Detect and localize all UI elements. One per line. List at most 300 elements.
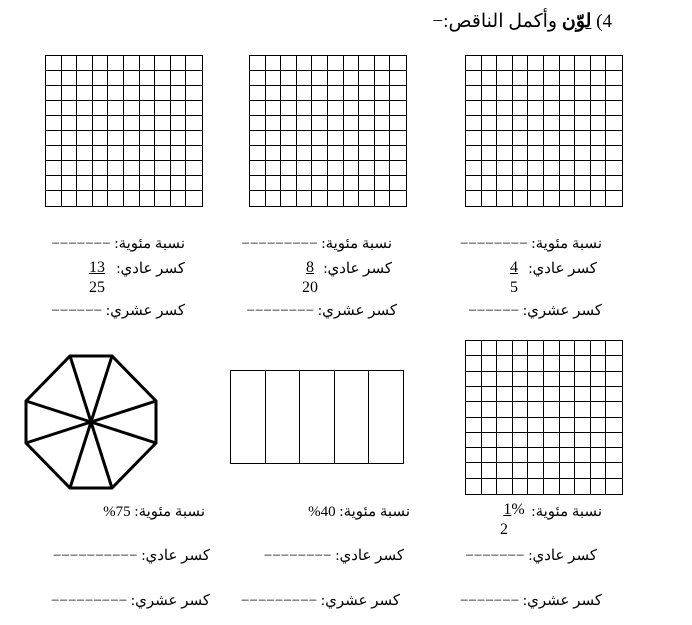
grid-cell[interactable]: [575, 56, 591, 71]
grid-cell[interactable]: [513, 463, 529, 478]
fraction-blank[interactable]: −−−−−−−−: [263, 548, 332, 564]
grid-cell[interactable]: [281, 191, 297, 206]
grid-cell[interactable]: [155, 86, 171, 101]
grid-cell[interactable]: [591, 86, 607, 101]
grid-cell[interactable]: [124, 131, 140, 146]
grid-cell[interactable]: [482, 402, 498, 417]
rectangle-part[interactable]: [369, 371, 403, 463]
grid-cell[interactable]: [250, 131, 266, 146]
grid-cell[interactable]: [497, 387, 513, 402]
grid-cell[interactable]: [186, 161, 202, 176]
grid-cell[interactable]: [140, 161, 156, 176]
grid-cell[interactable]: [266, 161, 282, 176]
grid-cell[interactable]: [497, 101, 513, 116]
grid-cell[interactable]: [497, 433, 513, 448]
grid-cell[interactable]: [482, 372, 498, 387]
grid-cell[interactable]: [544, 56, 560, 71]
grid-cell[interactable]: [560, 146, 576, 161]
grid-cell[interactable]: [375, 131, 391, 146]
grid-cell[interactable]: [93, 191, 109, 206]
grid-cell[interactable]: [390, 101, 406, 116]
grid-cell[interactable]: [466, 71, 482, 86]
grid-cell[interactable]: [528, 448, 544, 463]
grid-cell[interactable]: [497, 176, 513, 191]
grid-cell[interactable]: [544, 71, 560, 86]
grid-cell[interactable]: [344, 131, 360, 146]
five-part-rectangle[interactable]: [230, 370, 404, 464]
grid-cell[interactable]: [482, 433, 498, 448]
grid-cell[interactable]: [482, 463, 498, 478]
grid-cell[interactable]: [62, 101, 78, 116]
grid-cell[interactable]: [606, 146, 622, 161]
grid-cell[interactable]: [482, 116, 498, 131]
grid-cell[interactable]: [606, 131, 622, 146]
grid-cell[interactable]: [46, 176, 62, 191]
hundred-grid-4[interactable]: [465, 340, 623, 495]
grid-cell[interactable]: [513, 418, 529, 433]
grid-cell[interactable]: [466, 387, 482, 402]
grid-cell[interactable]: [513, 341, 529, 356]
grid-cell[interactable]: [575, 418, 591, 433]
grid-cell[interactable]: [528, 116, 544, 131]
grid-cell[interactable]: [466, 146, 482, 161]
grid-cell[interactable]: [497, 131, 513, 146]
grid-cell[interactable]: [155, 131, 171, 146]
grid-cell[interactable]: [328, 146, 344, 161]
grid-cell[interactable]: [482, 356, 498, 371]
grid-cell[interactable]: [186, 176, 202, 191]
grid-cell[interactable]: [266, 116, 282, 131]
grid-cell[interactable]: [328, 71, 344, 86]
grid-cell[interactable]: [390, 146, 406, 161]
grid-cell[interactable]: [544, 176, 560, 191]
grid-cell[interactable]: [171, 176, 187, 191]
percent-blank[interactable]: −−−−−−−−: [459, 236, 528, 252]
grid-cell[interactable]: [46, 161, 62, 176]
grid-cell[interactable]: [513, 356, 529, 371]
grid-cell[interactable]: [297, 131, 313, 146]
grid-cell[interactable]: [560, 463, 576, 478]
grid-cell[interactable]: [344, 71, 360, 86]
grid-cell[interactable]: [497, 448, 513, 463]
grid-cell[interactable]: [250, 56, 266, 71]
grid-cell[interactable]: [606, 191, 622, 206]
grid-cell[interactable]: [591, 433, 607, 448]
grid-cell[interactable]: [544, 146, 560, 161]
grid-cell[interactable]: [466, 56, 482, 71]
grid-cell[interactable]: [591, 387, 607, 402]
grid-cell[interactable]: [140, 146, 156, 161]
rectangle-part[interactable]: [231, 371, 266, 463]
grid-cell[interactable]: [77, 101, 93, 116]
grid-cell[interactable]: [312, 131, 328, 146]
grid-cell[interactable]: [560, 116, 576, 131]
grid-cell[interactable]: [140, 131, 156, 146]
grid-cell[interactable]: [560, 86, 576, 101]
grid-cell[interactable]: [575, 86, 591, 101]
grid-cell[interactable]: [513, 146, 529, 161]
grid-cell[interactable]: [155, 191, 171, 206]
grid-cell[interactable]: [575, 161, 591, 176]
grid-cell[interactable]: [171, 161, 187, 176]
grid-cell[interactable]: [482, 146, 498, 161]
grid-cell[interactable]: [591, 356, 607, 371]
grid-cell[interactable]: [312, 71, 328, 86]
grid-cell[interactable]: [466, 176, 482, 191]
grid-cell[interactable]: [482, 86, 498, 101]
grid-cell[interactable]: [62, 191, 78, 206]
grid-cell[interactable]: [466, 479, 482, 494]
grid-cell[interactable]: [281, 131, 297, 146]
grid-cell[interactable]: [77, 71, 93, 86]
grid-cell[interactable]: [575, 356, 591, 371]
grid-cell[interactable]: [606, 161, 622, 176]
grid-cell[interactable]: [606, 433, 622, 448]
grid-cell[interactable]: [544, 161, 560, 176]
decimal-blank[interactable]: −−−−−−: [51, 303, 103, 319]
grid-cell[interactable]: [297, 146, 313, 161]
grid-cell[interactable]: [281, 86, 297, 101]
grid-cell[interactable]: [359, 101, 375, 116]
grid-cell[interactable]: [591, 101, 607, 116]
grid-cell[interactable]: [77, 191, 93, 206]
grid-cell[interactable]: [544, 356, 560, 371]
grid-cell[interactable]: [375, 161, 391, 176]
grid-cell[interactable]: [77, 176, 93, 191]
grid-cell[interactable]: [575, 101, 591, 116]
grid-cell[interactable]: [513, 101, 529, 116]
grid-cell[interactable]: [328, 56, 344, 71]
grid-cell[interactable]: [466, 463, 482, 478]
grid-cell[interactable]: [466, 418, 482, 433]
grid-cell[interactable]: [344, 86, 360, 101]
grid-cell[interactable]: [513, 176, 529, 191]
grid-cell[interactable]: [281, 161, 297, 176]
grid-cell[interactable]: [297, 86, 313, 101]
grid-cell[interactable]: [266, 176, 282, 191]
decimal-blank[interactable]: −−−−−−−−−: [241, 593, 318, 609]
grid-cell[interactable]: [606, 372, 622, 387]
grid-cell[interactable]: [250, 191, 266, 206]
grid-cell[interactable]: [497, 116, 513, 131]
grid-cell[interactable]: [375, 101, 391, 116]
grid-cell[interactable]: [266, 191, 282, 206]
grid-cell[interactable]: [312, 161, 328, 176]
grid-cell[interactable]: [544, 86, 560, 101]
grid-cell[interactable]: [591, 341, 607, 356]
grid-cell[interactable]: [93, 176, 109, 191]
grid-cell[interactable]: [528, 356, 544, 371]
grid-cell[interactable]: [528, 56, 544, 71]
grid-cell[interactable]: [155, 101, 171, 116]
grid-cell[interactable]: [544, 387, 560, 402]
grid-cell[interactable]: [591, 372, 607, 387]
grid-cell[interactable]: [344, 116, 360, 131]
grid-cell[interactable]: [281, 56, 297, 71]
grid-cell[interactable]: [497, 56, 513, 71]
grid-cell[interactable]: [513, 448, 529, 463]
grid-cell[interactable]: [560, 387, 576, 402]
grid-cell[interactable]: [528, 372, 544, 387]
grid-cell[interactable]: [62, 56, 78, 71]
grid-cell[interactable]: [328, 161, 344, 176]
grid-cell[interactable]: [359, 71, 375, 86]
grid-cell[interactable]: [155, 176, 171, 191]
grid-cell[interactable]: [466, 433, 482, 448]
grid-cell[interactable]: [390, 116, 406, 131]
grid-cell[interactable]: [359, 86, 375, 101]
percent-blank[interactable]: −−−−−−−−−: [241, 236, 318, 252]
grid-cell[interactable]: [466, 341, 482, 356]
grid-cell[interactable]: [297, 71, 313, 86]
grid-cell[interactable]: [591, 161, 607, 176]
grid-cell[interactable]: [591, 463, 607, 478]
grid-cell[interactable]: [390, 191, 406, 206]
grid-cell[interactable]: [46, 101, 62, 116]
grid-cell[interactable]: [171, 101, 187, 116]
grid-cell[interactable]: [77, 86, 93, 101]
grid-cell[interactable]: [312, 176, 328, 191]
grid-cell[interactable]: [62, 146, 78, 161]
grid-cell[interactable]: [606, 479, 622, 494]
grid-cell[interactable]: [124, 116, 140, 131]
grid-cell[interactable]: [312, 86, 328, 101]
grid-cell[interactable]: [606, 86, 622, 101]
grid-cell[interactable]: [186, 131, 202, 146]
grid-cell[interactable]: [606, 356, 622, 371]
grid-cell[interactable]: [390, 71, 406, 86]
grid-cell[interactable]: [513, 116, 529, 131]
grid-cell[interactable]: [297, 101, 313, 116]
grid-cell[interactable]: [171, 71, 187, 86]
grid-cell[interactable]: [482, 56, 498, 71]
grid-cell[interactable]: [544, 191, 560, 206]
grid-cell[interactable]: [606, 176, 622, 191]
grid-cell[interactable]: [560, 418, 576, 433]
grid-cell[interactable]: [93, 131, 109, 146]
grid-cell[interactable]: [575, 448, 591, 463]
grid-cell[interactable]: [606, 71, 622, 86]
grid-cell[interactable]: [575, 131, 591, 146]
grid-cell[interactable]: [497, 402, 513, 417]
grid-cell[interactable]: [155, 161, 171, 176]
grid-cell[interactable]: [513, 56, 529, 71]
grid-cell[interactable]: [281, 71, 297, 86]
grid-cell[interactable]: [124, 191, 140, 206]
grid-cell[interactable]: [297, 161, 313, 176]
grid-cell[interactable]: [171, 146, 187, 161]
grid-cell[interactable]: [606, 387, 622, 402]
grid-cell[interactable]: [140, 71, 156, 86]
grid-cell[interactable]: [482, 418, 498, 433]
grid-cell[interactable]: [497, 479, 513, 494]
grid-cell[interactable]: [281, 146, 297, 161]
grid-cell[interactable]: [359, 116, 375, 131]
grid-cell[interactable]: [108, 161, 124, 176]
grid-cell[interactable]: [155, 146, 171, 161]
grid-cell[interactable]: [591, 116, 607, 131]
grid-cell[interactable]: [560, 161, 576, 176]
grid-cell[interactable]: [297, 56, 313, 71]
grid-cell[interactable]: [171, 131, 187, 146]
grid-cell[interactable]: [575, 146, 591, 161]
grid-cell[interactable]: [513, 71, 529, 86]
grid-cell[interactable]: [250, 176, 266, 191]
grid-cell[interactable]: [344, 191, 360, 206]
grid-cell[interactable]: [544, 418, 560, 433]
rectangle-part[interactable]: [266, 371, 301, 463]
grid-cell[interactable]: [186, 191, 202, 206]
grid-cell[interactable]: [297, 191, 313, 206]
grid-cell[interactable]: [140, 116, 156, 131]
grid-cell[interactable]: [93, 56, 109, 71]
grid-cell[interactable]: [466, 161, 482, 176]
grid-cell[interactable]: [560, 176, 576, 191]
grid-cell[interactable]: [560, 191, 576, 206]
grid-cell[interactable]: [250, 146, 266, 161]
grid-cell[interactable]: [390, 176, 406, 191]
hundred-grid-3[interactable]: [45, 55, 203, 207]
grid-cell[interactable]: [77, 146, 93, 161]
grid-cell[interactable]: [575, 433, 591, 448]
grid-cell[interactable]: [124, 146, 140, 161]
grid-cell[interactable]: [528, 433, 544, 448]
decimal-blank[interactable]: −−−−−−: [468, 303, 520, 319]
grid-cell[interactable]: [359, 56, 375, 71]
grid-cell[interactable]: [108, 56, 124, 71]
grid-cell[interactable]: [544, 479, 560, 494]
grid-cell[interactable]: [328, 116, 344, 131]
grid-cell[interactable]: [390, 131, 406, 146]
grid-cell[interactable]: [606, 418, 622, 433]
grid-cell[interactable]: [497, 86, 513, 101]
grid-cell[interactable]: [140, 191, 156, 206]
grid-cell[interactable]: [359, 146, 375, 161]
grid-cell[interactable]: [266, 71, 282, 86]
grid-cell[interactable]: [250, 86, 266, 101]
grid-cell[interactable]: [140, 101, 156, 116]
grid-cell[interactable]: [482, 176, 498, 191]
grid-cell[interactable]: [544, 448, 560, 463]
grid-cell[interactable]: [46, 71, 62, 86]
grid-cell[interactable]: [186, 56, 202, 71]
grid-cell[interactable]: [482, 161, 498, 176]
grid-cell[interactable]: [186, 116, 202, 131]
grid-cell[interactable]: [560, 101, 576, 116]
grid-cell[interactable]: [528, 131, 544, 146]
grid-cell[interactable]: [544, 433, 560, 448]
decimal-blank[interactable]: −−−−−−−−−: [51, 593, 128, 609]
grid-cell[interactable]: [482, 479, 498, 494]
grid-cell[interactable]: [466, 101, 482, 116]
grid-cell[interactable]: [46, 191, 62, 206]
grid-cell[interactable]: [560, 402, 576, 417]
grid-cell[interactable]: [344, 56, 360, 71]
grid-cell[interactable]: [591, 176, 607, 191]
rectangle-part[interactable]: [300, 371, 335, 463]
grid-cell[interactable]: [140, 56, 156, 71]
grid-cell[interactable]: [560, 372, 576, 387]
grid-cell[interactable]: [528, 341, 544, 356]
grid-cell[interactable]: [575, 71, 591, 86]
grid-cell[interactable]: [591, 418, 607, 433]
grid-cell[interactable]: [375, 191, 391, 206]
hundred-grid-1[interactable]: [465, 55, 623, 207]
grid-cell[interactable]: [606, 101, 622, 116]
grid-cell[interactable]: [482, 131, 498, 146]
grid-cell[interactable]: [466, 372, 482, 387]
grid-cell[interactable]: [482, 191, 498, 206]
grid-cell[interactable]: [528, 387, 544, 402]
grid-cell[interactable]: [544, 372, 560, 387]
grid-cell[interactable]: [77, 131, 93, 146]
grid-cell[interactable]: [544, 131, 560, 146]
grid-cell[interactable]: [250, 101, 266, 116]
grid-cell[interactable]: [328, 176, 344, 191]
grid-cell[interactable]: [140, 176, 156, 191]
grid-cell[interactable]: [544, 463, 560, 478]
grid-cell[interactable]: [528, 191, 544, 206]
grid-cell[interactable]: [513, 372, 529, 387]
grid-cell[interactable]: [606, 56, 622, 71]
grid-cell[interactable]: [466, 86, 482, 101]
grid-cell[interactable]: [560, 56, 576, 71]
grid-cell[interactable]: [497, 161, 513, 176]
grid-cell[interactable]: [312, 101, 328, 116]
grid-cell[interactable]: [297, 116, 313, 131]
grid-cell[interactable]: [591, 479, 607, 494]
grid-cell[interactable]: [560, 356, 576, 371]
grid-cell[interactable]: [575, 191, 591, 206]
grid-cell[interactable]: [528, 479, 544, 494]
grid-cell[interactable]: [62, 86, 78, 101]
grid-cell[interactable]: [375, 71, 391, 86]
grid-cell[interactable]: [482, 71, 498, 86]
grid-cell[interactable]: [560, 479, 576, 494]
grid-cell[interactable]: [497, 191, 513, 206]
grid-cell[interactable]: [312, 191, 328, 206]
grid-cell[interactable]: [528, 176, 544, 191]
grid-cell[interactable]: [250, 161, 266, 176]
grid-cell[interactable]: [62, 116, 78, 131]
grid-cell[interactable]: [591, 402, 607, 417]
grid-cell[interactable]: [497, 341, 513, 356]
grid-cell[interactable]: [108, 191, 124, 206]
grid-cell[interactable]: [140, 86, 156, 101]
grid-cell[interactable]: [281, 176, 297, 191]
grid-cell[interactable]: [108, 146, 124, 161]
grid-cell[interactable]: [513, 387, 529, 402]
grid-cell[interactable]: [544, 101, 560, 116]
grid-cell[interactable]: [606, 116, 622, 131]
octagon-figure[interactable]: [24, 354, 158, 490]
grid-cell[interactable]: [171, 86, 187, 101]
grid-cell[interactable]: [466, 448, 482, 463]
grid-cell[interactable]: [466, 191, 482, 206]
grid-cell[interactable]: [93, 86, 109, 101]
grid-cell[interactable]: [108, 86, 124, 101]
grid-cell[interactable]: [46, 86, 62, 101]
grid-cell[interactable]: [171, 116, 187, 131]
grid-cell[interactable]: [606, 341, 622, 356]
grid-cell[interactable]: [359, 191, 375, 206]
grid-cell[interactable]: [186, 101, 202, 116]
grid-cell[interactable]: [466, 356, 482, 371]
grid-cell[interactable]: [46, 56, 62, 71]
grid-cell[interactable]: [297, 176, 313, 191]
grid-cell[interactable]: [124, 56, 140, 71]
grid-cell[interactable]: [108, 101, 124, 116]
